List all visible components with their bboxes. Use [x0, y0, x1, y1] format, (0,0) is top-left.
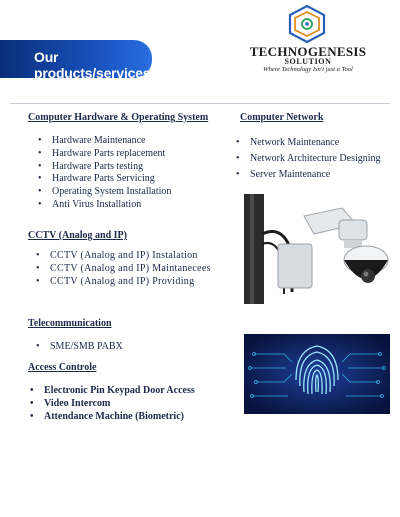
cctv-list [36, 249, 211, 288]
telecom-heading: Telecommunication [28, 318, 112, 329]
access-list [30, 384, 195, 423]
list-item: • Hardware Parts Servicing [38, 173, 171, 186]
company-logo [244, 4, 372, 78]
list-item: • Hardware Parts replacement [38, 148, 171, 161]
network-heading: Computer Network [240, 112, 324, 123]
banner-title: Our products/services [34, 49, 151, 81]
list-item: • Anti Virus Installation [38, 199, 171, 212]
list-item: • Electronic Pin Keypad Door Access [30, 384, 195, 397]
list-item: • Server Maintenance [236, 167, 381, 183]
list-item: • CCTV (Analog and IP) Maintanecees [36, 262, 211, 275]
fingerprint-image [244, 334, 390, 414]
list-item: • Video Intercom [30, 397, 195, 410]
logo-emblem-icon [284, 4, 330, 44]
list-item: • Hardware Parts testing [38, 161, 171, 174]
cctv-heading: CCTV (Analog and IP) [28, 230, 127, 241]
list-item: • Hardware Maintenance [38, 135, 171, 148]
logo-tagline: Where Technology Isn't just a Tool [263, 66, 353, 73]
header-divider [10, 103, 390, 104]
hardware-list [38, 135, 171, 212]
logo-brand: TECHNOGENESIS [249, 44, 367, 59]
list-item: • SME/SMB PABX [36, 340, 123, 353]
list-item: • CCTV (Analog and IP) Instalation [36, 249, 211, 262]
network-list [236, 135, 381, 183]
list-item: • Network Maintenance [236, 135, 381, 151]
logo-sub: SOLUTION [284, 57, 332, 66]
cctv-camera-image [244, 194, 390, 304]
list-item: • CCTV (Analog and IP) Providing [36, 275, 211, 288]
list-item: • Attendance Machine (Biometric) [30, 410, 195, 423]
list-item: • Operating System Installation [38, 186, 171, 199]
telecom-list [36, 340, 123, 353]
list-item: • Network Architecture Designing [236, 151, 381, 167]
hardware-heading: Computer Hardware & Operating System [28, 112, 209, 123]
access-heading: Access Controle [28, 362, 97, 373]
title-banner [0, 40, 152, 81]
